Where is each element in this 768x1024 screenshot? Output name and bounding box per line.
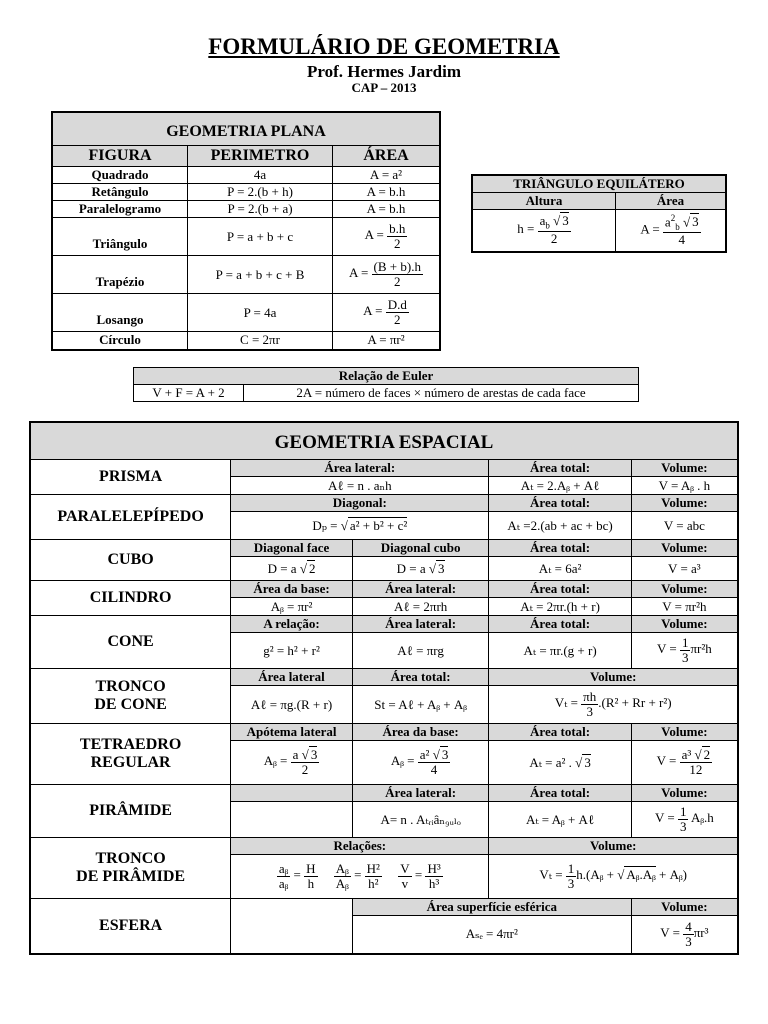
perimeter-formula: P = a + b + c + B bbox=[188, 256, 333, 294]
formula: Aℓ = πg.(R + r) bbox=[231, 686, 353, 724]
formula: Aᵦ = πr² bbox=[231, 598, 353, 616]
formula bbox=[231, 916, 353, 954]
area-prefix: A = bbox=[349, 265, 369, 281]
perimeter-formula: P = 2.(b + h) bbox=[188, 184, 333, 201]
formula: A= n . Aₜᵣᵢâₙ₉ᵤₗₒ bbox=[352, 802, 489, 838]
formula: Dₚ = √ a² + b² + c² bbox=[231, 512, 489, 540]
column-perimetro: PERIMETRO bbox=[188, 146, 333, 167]
formula: V = πr²h bbox=[631, 598, 738, 616]
cell-header: Diagonal: bbox=[231, 495, 489, 512]
cell-header: Área superfície esférica bbox=[352, 899, 631, 916]
solid-name: CUBO bbox=[30, 540, 231, 581]
solid-name: ESFERA bbox=[30, 899, 231, 954]
solid-name: CONE bbox=[30, 616, 231, 669]
cell-header: Área total: bbox=[489, 495, 631, 512]
formula: D = a √ 2 bbox=[231, 557, 353, 581]
figure-name: Quadrado bbox=[52, 167, 188, 184]
cell-header: Área total: bbox=[489, 540, 631, 557]
solid-name: PARALELEPÍPEDO bbox=[30, 495, 231, 540]
area-prefix: A = bbox=[364, 227, 384, 243]
solid-name: CILINDRO bbox=[30, 581, 231, 616]
spatial-geometry-title: GEOMETRIA ESPACIAL bbox=[30, 422, 738, 460]
cell-header: Volume: bbox=[631, 495, 738, 512]
cell-header: Área total: bbox=[489, 724, 631, 741]
cell-header: Volume: bbox=[631, 899, 738, 916]
table-row bbox=[52, 218, 440, 256]
area-formula bbox=[333, 294, 441, 332]
solid-name: TRONCO DE CONE bbox=[30, 669, 231, 724]
cell-header: Volume: bbox=[631, 724, 738, 741]
cell-header bbox=[231, 899, 353, 916]
figure-name: Paralelogramo bbox=[52, 201, 188, 218]
numerator: D.d bbox=[387, 297, 407, 313]
cell-header: Volume: bbox=[631, 540, 738, 557]
table-row bbox=[52, 201, 440, 218]
table-row bbox=[52, 256, 440, 294]
formula: V = $\frac{4}{3}$ πr³ bbox=[631, 916, 738, 954]
formula: Aₜ = Aᵦ + Aℓ bbox=[489, 802, 631, 838]
denominator: 2 bbox=[394, 312, 401, 327]
formula: Aₜ = 2.Aᵦ + Aℓ bbox=[489, 477, 631, 495]
column-area: ÁREA bbox=[333, 146, 441, 167]
euler-table bbox=[133, 367, 639, 402]
fraction: $\frac{a^2_b √ 3}{4}$ bbox=[664, 212, 699, 248]
cell-header: Área lateral: bbox=[352, 785, 489, 802]
formula: Aₜ = πr.(g + r) bbox=[489, 633, 631, 669]
area-formula: A = $\frac{a^2_b √ 3}{4}$ bbox=[616, 210, 727, 252]
formula: $\frac{\text{aᵦ}}{\text{aᵦ}}$ = $\frac{H}{h}$ $\frac{\text{Aᵦ}}{\text{Aᵦ}}$ = $\frac{\text{H²}}{\text{h²}}$ $\frac{V}{v}$ = $\frac{\text{H³}}{\text{h³}}$ bbox=[231, 855, 489, 899]
cell-header: Área lateral: bbox=[352, 581, 489, 598]
fraction bbox=[372, 260, 423, 288]
cell-header: Área lateral bbox=[231, 669, 353, 686]
perimeter-formula: P = 2.(b + a) bbox=[188, 201, 333, 218]
cell-header: Área total: bbox=[489, 616, 631, 633]
area-formula: A = b.h bbox=[333, 201, 441, 218]
solid-name: PRISMA bbox=[30, 460, 231, 495]
cell-header: Volume: bbox=[631, 785, 738, 802]
formula: g² = h² + r² bbox=[231, 633, 353, 669]
area-formula: A = a² bbox=[333, 167, 441, 184]
fraction: $\frac{a_b √ 3}{2}$ bbox=[539, 213, 569, 247]
cell-header: Área da base: bbox=[352, 724, 489, 741]
denominator: 2 bbox=[394, 236, 401, 251]
cell-header: Área da base: bbox=[231, 581, 353, 598]
figure-name: Retângulo bbox=[52, 184, 188, 201]
formula: V = abc bbox=[631, 512, 738, 540]
cell-header: Diagonal cubo bbox=[352, 540, 489, 557]
cell-header: Apótema lateral bbox=[231, 724, 353, 741]
formula: Aₜ = 6a² bbox=[489, 557, 631, 581]
plane-geometry-title: GEOMETRIA PLANA bbox=[52, 112, 440, 146]
table-row bbox=[52, 167, 440, 184]
cell-header: A relação: bbox=[231, 616, 353, 633]
formula: V = $\frac{1}{3}$ Aᵦ.h bbox=[631, 802, 738, 838]
cell-header: Volume: bbox=[489, 669, 738, 686]
figure-name: Círculo bbox=[52, 332, 188, 350]
figure-name: Losango bbox=[52, 294, 188, 332]
euler-formula: V + F = A + 2 bbox=[134, 385, 244, 402]
area-prefix: A = bbox=[363, 303, 383, 319]
fraction bbox=[386, 298, 409, 326]
plane-geometry-table bbox=[51, 111, 441, 351]
formula: Aₛₑ = 4πr² bbox=[352, 916, 631, 954]
numerator: b.h bbox=[389, 221, 406, 237]
solid-name: TRONCO DE PIRÂMIDE bbox=[30, 838, 231, 899]
column-area: Área bbox=[616, 193, 727, 210]
cell-header: Volume: bbox=[631, 460, 738, 477]
table-row bbox=[52, 294, 440, 332]
cell-header: Área total: bbox=[489, 460, 631, 477]
formula: V = $\frac{1}{3}$ πr²h bbox=[631, 633, 738, 669]
area-formula: A = b.h bbox=[333, 184, 441, 201]
author: Prof. Hermes Jardim bbox=[306, 62, 462, 81]
formula: Aₜ =2.(ab + ac + bc) bbox=[489, 512, 631, 540]
formula: Aₜ = 2πr.(h + r) bbox=[489, 598, 631, 616]
area-formula: A = πr² bbox=[333, 332, 441, 350]
formula: Aᵦ = $\frac{a √ 3}{2}$ bbox=[231, 741, 353, 785]
solid-name: TETRAEDRO REGULAR bbox=[30, 724, 231, 785]
cell-header: Volume: bbox=[489, 838, 738, 855]
cell-header: Diagonal face bbox=[231, 540, 353, 557]
cell-header: Área total: bbox=[352, 669, 489, 686]
solid-name: PIRÂMIDE bbox=[30, 785, 231, 838]
equilateral-triangle-title: TRIÂNGULO EQUILÁTERO bbox=[472, 175, 726, 193]
table-row bbox=[52, 332, 440, 350]
formula: V = a³ bbox=[631, 557, 738, 581]
cell-header: Área lateral: bbox=[352, 616, 489, 633]
figure-name: Trapézio bbox=[52, 256, 188, 294]
cell-header: Área total: bbox=[489, 785, 631, 802]
numerator: (B + b).h bbox=[373, 259, 421, 275]
euler-relation: 2A = número de faces × número de arestas de cada face bbox=[244, 385, 639, 402]
formula: Vₜ = $\frac{\pi h}{3}$ .(R² + Rr + r²) bbox=[489, 686, 738, 724]
formula: Aℓ = πrg bbox=[352, 633, 489, 669]
column-altura: Altura bbox=[472, 193, 616, 210]
course-year: CAP – 2013 bbox=[351, 80, 417, 95]
area-formula bbox=[333, 256, 441, 294]
page-title: FORMULÁRIO DE GEOMETRIA bbox=[208, 34, 560, 59]
cell-header: Volume: bbox=[631, 616, 738, 633]
cell-header: Área lateral: bbox=[231, 460, 489, 477]
formula: Aₜ = a² . √ 3 bbox=[489, 741, 631, 785]
formula: Aℓ = 2πrh bbox=[352, 598, 489, 616]
formula: V = $\frac{\text{a³ √ 2}}{12}$ bbox=[631, 741, 738, 785]
perimeter-formula: P = a + b + c bbox=[188, 218, 333, 256]
cell-header: Volume: bbox=[631, 581, 738, 598]
cell-header: Relações: bbox=[231, 838, 489, 855]
column-figura: FIGURA bbox=[52, 146, 188, 167]
formula: D = a √ 3 bbox=[352, 557, 489, 581]
formula: Aℓ = n . aₙh bbox=[231, 477, 489, 495]
euler-title: Relação de Euler bbox=[134, 368, 639, 385]
area-formula bbox=[333, 218, 441, 256]
formula: St = Aℓ + Aᵦ + Aᵦ bbox=[352, 686, 489, 724]
perimeter-formula: P = 4a bbox=[188, 294, 333, 332]
table-row bbox=[52, 184, 440, 201]
perimeter-formula: C = 2πr bbox=[188, 332, 333, 350]
spatial-geometry-table bbox=[29, 421, 739, 955]
cell-header: Área total: bbox=[489, 581, 631, 598]
formula bbox=[231, 802, 353, 838]
fraction bbox=[387, 222, 407, 250]
altura-formula: h = $\frac{a_b √ 3}{2}$ bbox=[472, 210, 616, 252]
equilateral-triangle-table bbox=[471, 174, 727, 253]
perimeter-formula: 4a bbox=[188, 167, 333, 184]
formula: Vₜ = $\frac{1}{3}$ h.(Aᵦ + √ Aᵦ.Aᵦ + Aᵦ) bbox=[489, 855, 738, 899]
figure-name: Triângulo bbox=[52, 218, 188, 256]
denominator: 2 bbox=[394, 274, 401, 289]
formula: V = Aᵦ . h bbox=[631, 477, 738, 495]
cell-header bbox=[231, 785, 353, 802]
formula: Aᵦ = $\frac{\text{a² √ 3}}{4}$ bbox=[352, 741, 489, 785]
